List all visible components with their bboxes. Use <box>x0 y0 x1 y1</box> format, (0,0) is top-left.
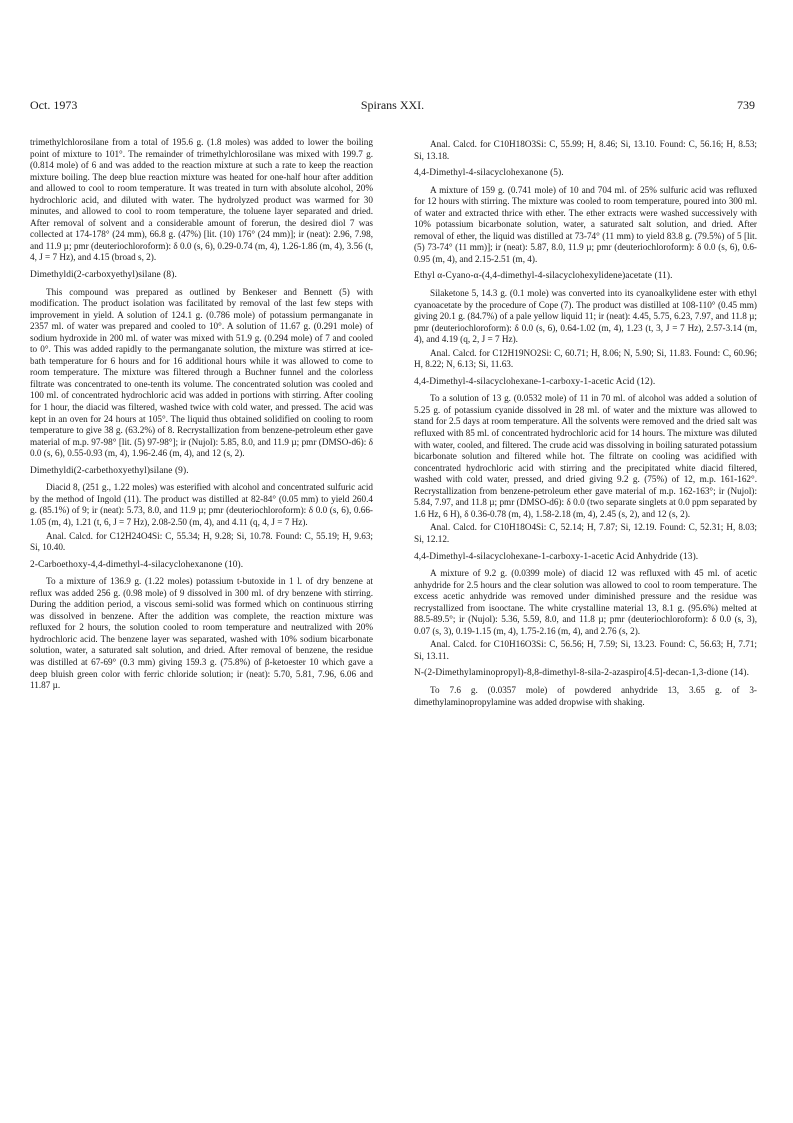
body-paragraph: To a solution of 13 g. (0.0532 mole) of 11 in 70 ml. of alcohol was added a solution of 5.25 g. of potassium cyanide dissolved in 28 ml. of water and the mixture was allowed to stand for 2.5 days at room temperature. All the solvents were removed and the dried salt was refluxed with 85 ml. of concentrated hydrochloric acid for 14 hours. The mixture was diluted with water, cooled, and filtered. The crude acid was dissolving in boiling saturated potassium bicarbonate solution and filtered while hot. The filtrate on cooling was acidified with concentrated hydrochloric acid with stirring and the precipitated white diacid filtered, washed with cold water, pressed, and dried giving 9.2 g. (75%) of 12, m.p. 161-162°. Recrystallization from benzene-petroleum ether gave material of m.p. 162-163°; ir (Nujol): 5.84, 7.97, and 11.8 µ; pmr (DMSO-d6): δ 0.0 (two separate singlets at 0.0 ppm separated by 1.6 Hz, 6 H), δ 0.36-0.78 (m, 4), 1.58-2.18 (m, 4), 2.45 (s, 2), and 12 (s, 2). <box>414 393 757 519</box>
running-title: Spirans XXI. <box>360 98 425 112</box>
section-heading: 4,4-Dimethyl-4-silacyclohexane-1-carboxy-1-acetic Acid (12). <box>414 376 656 387</box>
elemental-analysis: Anal. Calcd. for C12H24O4Si: C, 55.34; H, 9.28; Si, 10.78. Found: C, 55.19; H, 9.63; Si, 10.40. <box>30 530 373 553</box>
body-paragraph: To a mixture of 136.9 g. (1.22 moles) potassium t-butoxide in 1 l. of dry benzene at reflux was added 256 g. (0.98 mole) of 9 dissolved in 300 ml. of dry benzene with stirring. During the addition period, a viscous semi-solid was formed which on continuous stirring was dissolved in benzene. After the addition was complete, the reaction mixture was refluxed for 2 hours, the solution cooled to room temperature and neutralized with 20% hydrochloric acid. The benzene layer was separated, washed with 10% sodium bicarbonate solution, water, a saturated salt solution, and dried. After removal of benzene, the residue was distilled at 67-69° (0.3 mm) giving 159.3 g. (75.8%) of β-ketoester 10 which gave a deep bluish green color with ferric chloride solution; ir (neat): 5.70, 5.81, 7.96, 6.06 and 11.87 µ. <box>30 576 373 691</box>
body-paragraph: trimethylchlorosilane from a total of 195.6 g. (1.8 moles) was added to lower the boiling point of mixture to 101°. The remainder of trimethylchlorosilane was mixed with 199.7 g. (0.814 mole) of 6 and was added to the reaction mixture at such a rate to keep the reaction mixture boiling. The deep blue reaction mixture was heated for one-half hour after addition and allowed to cool to room temperature. It was treated in turn with absolute alcohol, 20% hydrochloric acid, and diluted with water. The hydrolyzed product was warmed for 30 minutes, and allowed to cool to room temperature, the toluene layer separated and dried. After removal of solvent and a considerable amount of forerun, the desired diol 7 was collected at 174-178° (24 mm), 66.8 g. (47%) [lit. (10) 176° (24 mm)]; ir (neat): 2.96, 7.98, and 11.9 µ; pmr (deuteriochloroform): δ 0.0 (s, 6), 0.29-0.74 (m, 4), 1.26-1.86 (m, 4), 3.56 (t, 4, J = 7 Hz), and 4.15 (broad s, 2). <box>30 137 373 263</box>
page-number: 739 <box>737 98 755 112</box>
right-column <box>414 137 757 708</box>
elemental-analysis: Anal. Calcd. for C12H19NO2Si: C, 60.71; H, 8.06; N, 5.90; Si, 11.83. Found: C, 60.96; H, 8.22; N, 6.13; Si, 11.63. <box>414 347 757 370</box>
section-heading: 4,4-Dimethyl-4-silacyclohexane-1-carboxy-1-acetic Acid Anhydride (13). <box>414 551 699 562</box>
elemental-analysis: Anal. Calcd. for C10H18O4Si: C, 52.14; H, 7.87; Si, 12.19. Found: C, 52.31; H, 8.03; Si, 12.12. <box>414 522 757 544</box>
body-paragraph: Silaketone 5, 14.3 g. (0.1 mole) was converted into its cyanoalkylidene ester with ethyl cyanoacetate by the procedure of Cope (7). The product was distilled at 108-110° (0.45 mm) giving 20.1 g. (84.7%) of a pale yellow liquid 11; ir (neat): 4.45, 5.75, 6.23, 7.97, and 11.8 µ; pmr (deuteriochloroform): δ 0.0 (s, 6), 0.64-1.02 (m, 4), 1.23 (t, 3, J = 7 Hz), 2.57-3.14 (m, 4), and 4.19 (q, 2, J = 7 Hz). <box>414 288 757 345</box>
left-column <box>30 137 373 692</box>
section-heading: N-(2-Dimethylaminopropyl)-8,8-dimethyl-8-sila-2-azaspiro[4.5]-decan-1,3-dione (14). <box>414 668 750 679</box>
section-heading: Ethyl α-Cyano-α-(4,4-dimethyl-4-silacyclohexylidene)acetate (11). <box>414 271 673 282</box>
section-heading: 2-Carboethoxy-4,4-dimethyl-4-silacyclohexanone (10). <box>30 559 244 570</box>
journal-date: Oct. 1973 <box>30 98 78 112</box>
elemental-analysis: Anal. Calcd. for C10H18O3Si: C, 55.99; H, 8.46; Si, 13.10. Found: C, 56.16; H, 8.53; Si, 13.18. <box>414 139 757 161</box>
elemental-analysis: Anal. Calcd. for C10H16O3Si: C, 56.56; H, 7.59; Si, 13.23. Found: C, 56.63; H, 7.71; Si, 13.11. <box>414 639 757 661</box>
body-paragraph: A mixture of 9.2 g. (0.0399 mole) of diacid 12 was refluxed with 45 ml. of acetic anhydride for 2.5 hours and the clear solution was allowed to cool to room temperature. The excess acetic anhydride was removed under diminished pressure and the residue was recrystallized from isooctane. The white crystalline material 13, 8.1 g. (95.6%) melted at 88.5-89.5°; ir (Nujol): 5.36, 5.59, 8.0, and 11.8 µ; pmr (deuteriochloroform): δ 0.0 (s, 3), 0.07 (s, 3), 0.19-1.15 (m, 4), 1.75-2.16 (m, 4), and 2.76 (s, 2). <box>414 568 757 636</box>
section-heading: Dimethyldi(2-carboxyethyl)silane (8). <box>30 270 177 281</box>
body-paragraph: This compound was prepared as outlined by Benkeser and Bennett (5) with modification. The product isolation was facilitated by removal of the last few steps with improvement in yield. A solution of 124.1 g. (0.786 mole) of potassium permanganate in 2357 ml. of water was prepared and cooled to 10°. A solution of 11.67 g. (0.291 mole) of sodium hydroxide in 200 ml. of water was mixed with 51.9 g. (0.294 mole) of 7 and cooled to 0°. This was added rapidly to the permanganate solution, the mixture was stirred at ice-bath temperature for 6 hours and for 16 additional hours while it was allowed to come to room temperature. The mixture was filtered through a Buchner funnel and the colorless filtrate was concentrated to one-tenth its volume. The concentrated solution was cooled and 100 ml. of concentrated hydrochloric acid was added in portions with stirring. After cooling for 1 hour, the diacid was filtered, washed twice with cold water, and pressed. The acid was kept in an oven for 24 hours at 105°. The liquid thus obtained solidified on cooling to room temperature to give 38 g. (63.2%) of 8. Recrystallization from benzene-petroleum ether gave material of m.p. 97-98° [lit. (5) 97-98°]; ir (Nujol): 5.85, 8.0, and 11.9 µ; pmr (DMSO-d6): δ 0.0 (s, 6), 0.55-0.93 (m, 4), 1.96-2.46 (m, 4), and 12 (s, 2). <box>30 286 373 459</box>
section-heading: 4,4-Dimethyl-4-silacyclohexanone (5). <box>414 168 564 179</box>
body-paragraph: Diacid 8, (251 g., 1.22 moles) was esterified with alcohol and concentrated sulfuric acid by the method of Ingold (11). The product was distilled at 82-84° (0.05 mm) to yield 260.4 g. (85.1%) of 9; ir (neat): 5.73, 8.0, and 11.9 µ; pmr (deuteriochloroform): δ 0.0 (s, 6), 0.66-1.05 (m, 4), 1.21 (t, 6, J = 7 Hz), 2.08-2.50 (m, 4), and 4.11 (q, 4, J = 7 Hz). <box>30 482 373 527</box>
body-paragraph: A mixture of 159 g. (0.741 mole) of 10 and 704 ml. of 25% sulfuric acid was refluxed for 12 hours with stirring. The mixture was cooled to room temperature, poured into 300 ml. of water and extracted thrice with ether. The ether extracts were washed successively with 10% potassium bicarbonate solution, water, a saturated salt solution, and dried. After removal of ether, the liquid was distilled at 73-74° (11 mm) to yield 83.8 g. (79.5%) of 5 [lit. (5) 73-74° (11 mm)]; ir (neat): 5.87, 8.0, 11.9 µ; pmr (deuteriochloroform): δ 0.0 (s, 6), 0.6-0.95 (m, 4), and 2.15-2.51 (m, 4). <box>414 184 757 264</box>
body-paragraph: To 7.6 g. (0.0357 mole) of powdered anhydride 13, 3.65 g. of 3-dimethylaminopropylamine was added dropwise with shaking. <box>414 684 757 707</box>
section-heading: Dimethyldi(2-carbethoxyethyl)silane (9). <box>30 465 189 476</box>
running-header <box>30 96 755 114</box>
